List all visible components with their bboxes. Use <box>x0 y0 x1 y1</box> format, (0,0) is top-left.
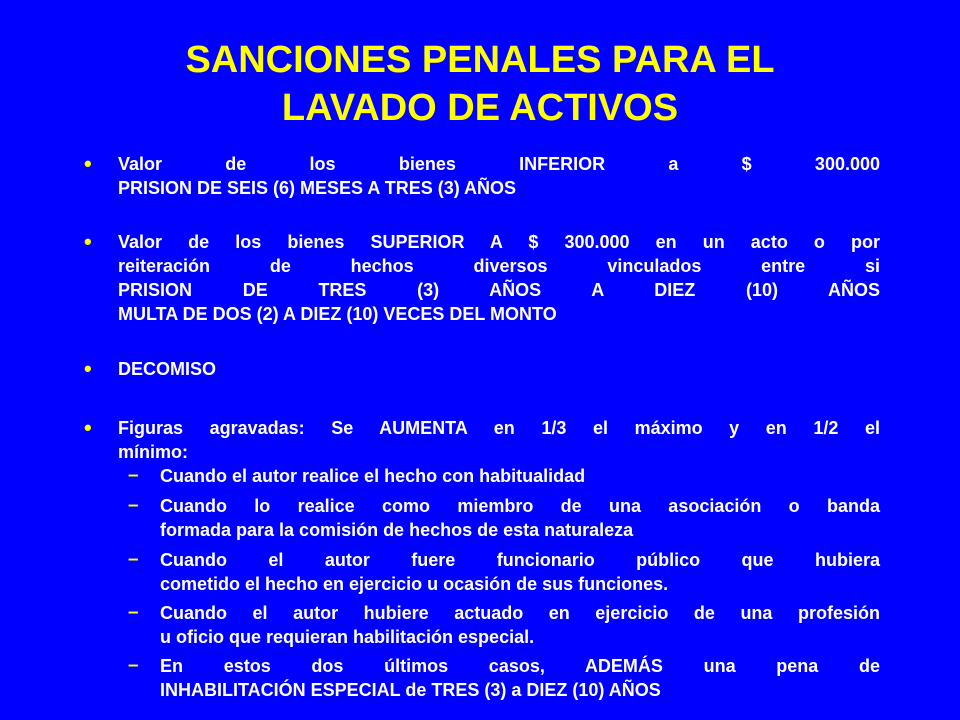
subitem-5-line: INHABILITACIÓN ESPECIAL de TRES (3) a DIEZ (10) AÑOS <box>160 680 661 700</box>
subitem-1-line: Cuando el autor realice el hecho con habitualidad <box>160 466 586 486</box>
subitem-3-line: Cuando el autor fuere funcionario público que hubiera <box>160 550 880 570</box>
bullet-marker: • <box>84 415 92 440</box>
bullet-2-line: MULTA DE DOS (2) A DIEZ (10) VECES DEL MONTO <box>118 304 557 324</box>
slide-title <box>0 36 960 132</box>
subitem-2-line: formada para la comisión de hechos de esta naturaleza <box>160 520 634 540</box>
slide-title-line: LAVADO DE ACTIVOS <box>281 87 679 129</box>
subitem-dash: – <box>128 465 139 486</box>
subitem-dash: – <box>128 495 139 516</box>
subitem-5-line: En estos dos últimos casos, ADEMÁS una pena de <box>160 656 880 676</box>
bullet-marker: • <box>84 229 92 254</box>
slide-title-line: SANCIONES PENALES PARA EL <box>185 39 775 81</box>
subitem-4-line: Cuando el autor hubiere actuado en ejercicio de una profesión <box>160 603 880 623</box>
subitem-3-line: cometido el hecho en ejercicio u ocasión de sus funciones. <box>160 574 669 594</box>
subitem-dash: – <box>128 549 139 570</box>
bullet-2-line: PRISION DE TRES (3) AÑOS A DIEZ (10) AÑOS <box>118 280 880 300</box>
bullet-2-line: reiteración de hechos diversos vinculados entre si <box>118 256 880 276</box>
subitem-dash: – <box>128 655 139 676</box>
bullet-marker: • <box>84 151 92 176</box>
bullet-3-line: DECOMISO <box>118 359 217 379</box>
bullet-marker: • <box>84 356 92 381</box>
subitem-4-line: u oficio que requieran habilitación especial. <box>160 627 535 647</box>
bullet-4-line: mínimo: <box>118 442 188 462</box>
bullet-1-line: Valor de los bienes INFERIOR a $ 300.000 <box>118 154 880 174</box>
subitem-2-line: Cuando lo realice como miembro de una asociación o banda <box>160 496 880 516</box>
bullet-1-line: PRISION DE SEIS (6) MESES A TRES (3) AÑOS <box>118 178 517 198</box>
bullet-4-line: Figuras agravadas: Se AUMENTA en 1/3 el máximo y en 1/2 el <box>118 418 880 438</box>
subitem-dash: – <box>128 602 139 623</box>
bullet-2-line: Valor de los bienes SUPERIOR A $ 300.000 en un acto o por <box>118 232 880 252</box>
